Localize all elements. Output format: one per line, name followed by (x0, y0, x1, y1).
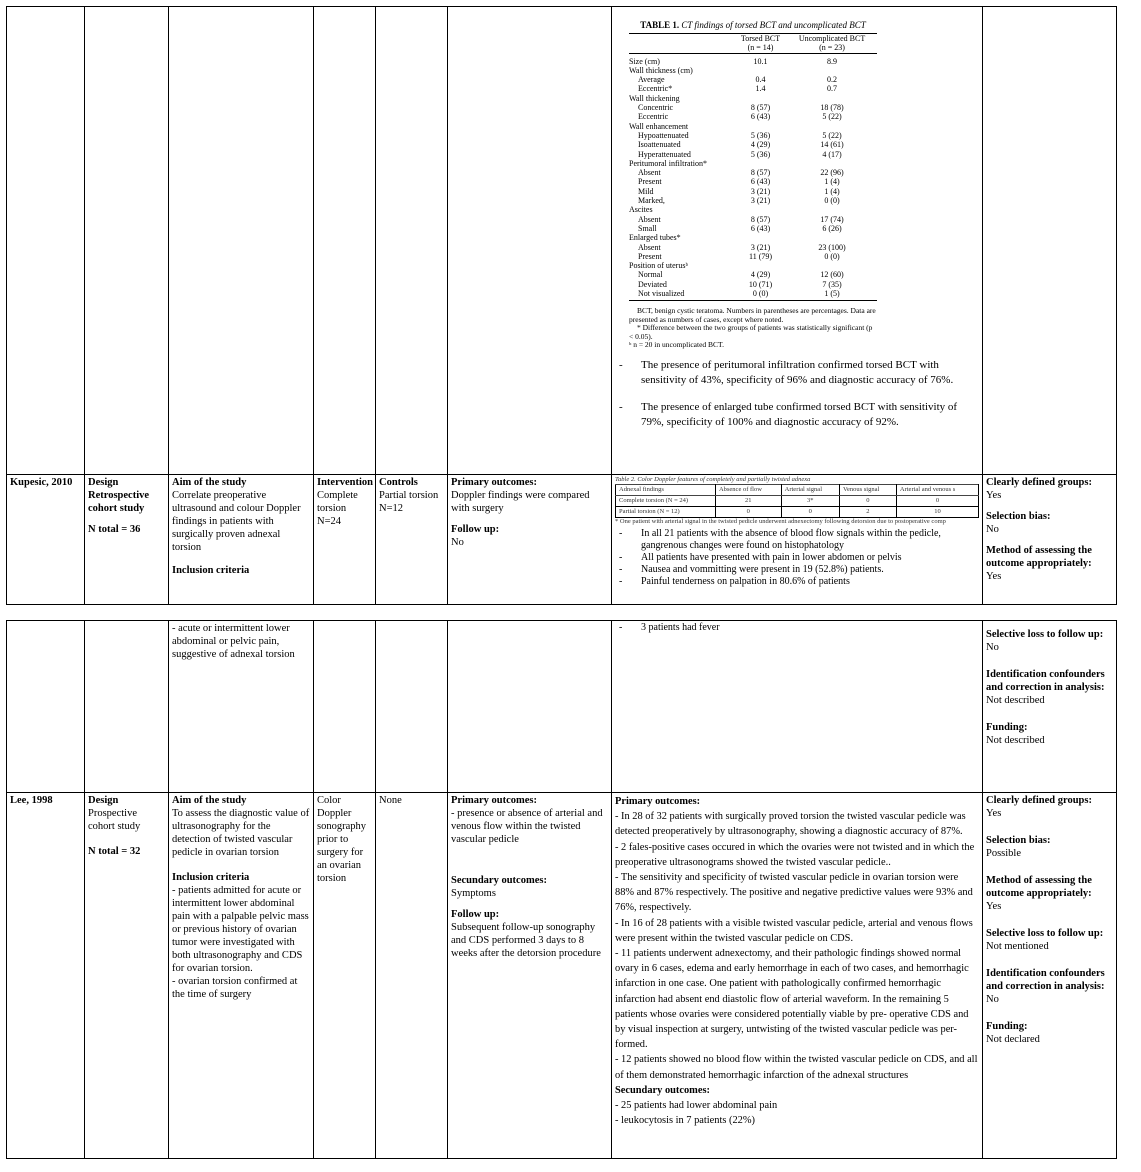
ct-table-body: Torsed BCT (n = 14) Uncomplicated BCT (n = 23) Size (cm) 10.1 8.9 Wall thickness (cm) Average 0.4 0.2 Eccentric* 1.4 0.7 Wall thickening Concentric 8 (57) 18 (78) Eccentric 6 (43) 5 (22) Wall enhancement Hypoattenuated 5 (36) 5 (22) Isoattenuated 4 (29) 14 (61) Hyperattenuated 5 (36) 4 (17) Peritumoral infiltration* Absent 8 (57) 22 (96) Present 6 (43) 1 (4) Mild 3 (21) 1 (4) Marked, 3 (21) 0 (0) Ascites Absent 8 (57) 17 (74) Small 6 (43) 6 (26) Enlarged tubes* Absent 3 (21) 23 (100) Present 11 (79) 0 (0) Position of uterusᵇ Normal 4 (29) 12 (60) Deviated 10 (71) 7 (35) Not visualized 0 (0) 1 (5) (629, 34, 877, 298)
results-cell (612, 621, 983, 793)
ct-table-row: Hypoattenuated 5 (36) 5 (22) (638, 130, 842, 140)
list-item: - All patients have presented with pain in lower abdomen or pelvis (615, 552, 979, 564)
intervention-cell: Intervention Complete torsion N=24 (314, 475, 376, 605)
evidence-table-1 (6, 6, 1117, 605)
ct-table-row: Concentric 8 (57) 18 (78) (638, 103, 844, 113)
table-row (7, 793, 1117, 1159)
ct-table-row: Ascites (629, 205, 653, 215)
empty-cell (169, 7, 314, 475)
list-item: - 11 patients underwent adnexectomy, and their pathologic findings showed normal ovary in 6 cases, edema and early hemorrhage in each of two cases, and hemorrhagic infarction in one case. One patient with pathologically confirmed hemorrhagic infarction had absent end diastolic flow of arterial waveform. In the remaining 5 patients whose ovaries were considered potentially viable by pre- operative CDS and by visual inspection at surgery, untwisting of the twisted vascular pedicle was per- formed. (615, 948, 969, 1051)
list-item: - leukocytosis in 7 patients (22%) (615, 1115, 755, 1127)
empty-cell (376, 7, 448, 475)
empty-cell (314, 7, 376, 475)
evidence-table-2 (6, 620, 1117, 1159)
inclusion-cell: - acute or intermittent lower abdominal or pelvic pain, suggestive of adnexal torsion (169, 621, 314, 793)
list-item: - Nausea and vommitting were present in 19 (52.8%) patients. (615, 564, 979, 576)
ct-table-row: Absent 8 (57) 22 (96) (638, 168, 844, 178)
ct-table-row: Mild 3 (21) 1 (4) (638, 186, 840, 196)
table-row (7, 7, 1117, 475)
list-item: - The presence of enlarged tube confirmed torsed BCT with sensitivity of 79%, specificity of 100% and diagnostic accuracy of 92%. (615, 400, 979, 430)
empty-cell (314, 621, 376, 793)
empty-cell (7, 621, 85, 793)
ct-table-row: Isoattenuated 4 (29) 14 (61) (638, 140, 844, 150)
empty-cell (448, 621, 612, 793)
design-cell: Design Retrospective cohort study N total = 36 (85, 475, 169, 605)
list-item: - 2 fales-positive cases occured in which the ovaries were not twisted and in which the preoperative ultrasonograms showed the twisted vascular pedicle.. (615, 841, 975, 868)
results-cell (612, 7, 983, 475)
result-list (615, 528, 979, 588)
empty-cell (448, 7, 612, 475)
outcomes-cell: Primary outcomes: - presence or absence of arterial and venous flow within the twisted vascular pedicle Secundary outcomes: Symptoms Follow up: Subsequent follow-up sonography and CDS performed 3 days to 8 weeks after the detorsion procedure (448, 793, 612, 1159)
ct-table-row: Absent 8 (57) 17 (74) (638, 214, 844, 224)
ct-table-row: Wall thickness (cm) (629, 65, 693, 75)
quality-cell: Clearly defined groups: Yes Selection bias: Possible Method of assessing the outcome appropriately: Yes Selective loss to follow up: Not mentioned Identification confounders and correction in analysis: No Funding: Not declared (983, 793, 1117, 1159)
ct-table-row: Peritumoral infiltration* (629, 158, 707, 168)
intervention-cell: Color Doppler sonography prior to surgery for an ovarian torsion (314, 793, 376, 1159)
ct-table-row: Eccentric* 1.4 0.7 (638, 84, 838, 94)
ct-table-row: Normal 4 (29) 12 (60) (638, 270, 844, 280)
empty-cell (85, 7, 169, 475)
list-item: - In 28 of 32 patients with surgically proved torsion the twisted vascular pedicle was detected preoperatively by ultrasonography, showing a diagnostic accuracy of 87%. (615, 811, 966, 838)
ct-table-row: Present 6 (43) 1 (4) (638, 177, 840, 187)
quality-cell: Clearly defined groups: Yes Selection bias: No Method of assessing the outcome appropriately: Yes (983, 475, 1117, 605)
list-item: - Painful tenderness on palpation in 80.6% of patients (615, 576, 979, 588)
doppler-table: Table 2. Color Doppler features of completely and partially twisted adnexa Adnexal findings Absence of flow Arterial signal Venous signal Arterial and venous s Complete torsion (N = 24) 21 3* 0 0 Partial torsion (N = 12) 0 0 2 10 * One patient with arterial signal in the twisted pedicle underwent adnexectomy following detorsion due to postoperative comp (615, 476, 979, 526)
result-list (615, 622, 979, 635)
results-cell: Primary outcomes: - In 28 of 32 patients with surgically proved torsion the twisted vascular pedicle was detected preoperatively by ultrasonography, showing a diagnostic accuracy of 87%. - 2 fales-positive cases occured in which the ovaries were not twisted and in which the preoperative ultrasonograms showed the twisted vascular pedicle.. - The sensitivity and specificity of twisted vascular pedicle in ovarian torsion were 88% and 87% respectively. The positive and negative predictive values were 93% and 76%, respectively. - In 16 of 28 patients with a visible twisted vascular pedicle, arterial and venous flows were present within the twisted vascular pedicle on CDS. - 11 patients underwent adnexectomy, and their pathologic findings showed normal ovary in 6 cases, edema and early hemorrhage in each of two cases, and hemorrhagic infarction in one case. One patient with pathologically confirmed hemorrhagic infarction had absent end diastolic flow of arterial waveform. In the remaining 5 patients whose ovaries were considered potentially viable by pre- operative CDS and by visual inspection at surgery, untwisting of the twisted vascular pedicle was per- formed. - 12 patients showed no blood flow within the twisted vascular pedicle on CDS, and all of them demonstrated hemorrhagic infarction of the adnexal structures Secundary outcomes: - 25 patients had lower abdominal pain - leukocytosis in 7 patients (22%) (612, 793, 983, 1159)
ct-table-row: Hyperattenuated 5 (36) 4 (17) (638, 149, 842, 159)
outcomes-cell: Primary outcomes: Doppler findings were compared with surgery Follow up: No (448, 475, 612, 605)
ct-findings-table (629, 20, 877, 350)
ct-table-row: Deviated 10 (71) 7 (35) (638, 279, 842, 289)
table-row (7, 475, 1117, 605)
ct-table-row: Wall enhancement (629, 121, 689, 131)
results-cell (612, 475, 983, 605)
ct-table-title: TABLE 1. CT findings of torsed BCT and uncomplicated BCT (640, 20, 866, 30)
aim-cell: Aim of the study Correlate preoperative ultrasound and colour Doppler findings in patients with surgically proven adnexal torsion Inclusion criteria (169, 475, 314, 605)
ct-table-row: Position of uterusᵇ (629, 261, 688, 271)
result-list (615, 358, 979, 430)
table-row (7, 621, 1117, 793)
quality-cell: Selective loss to follow up: No Identification confounders and correction in analysis: Not described Funding: Not described (983, 621, 1117, 793)
ct-table-notes: BCT, benign cystic teratoma. Numbers in parentheses are percentages. Data are presented as numbers of cases, except where noted. * Difference between the two groups of patients was statistically significant (p < 0.05). ᵇ n = 20 in uncomplicated BCT. (629, 306, 876, 350)
ct-table-row: Enlarged tubes* (629, 233, 681, 243)
empty-cell (85, 621, 169, 793)
controls-cell: None (376, 793, 448, 1159)
ct-table-row: Absent 3 (21) 23 (100) (638, 242, 846, 252)
ct-table-row: Eccentric 6 (43) 5 (22) (638, 112, 842, 122)
ct-table-row: Marked, 3 (21) 0 (0) (638, 196, 840, 206)
list-item: - The sensitivity and specificity of twisted vascular pedicle in ovarian torsion were 88% and 87% respectively. The positive and negative predictive values were 93% and 76%, respectively. (615, 872, 973, 914)
empty-cell (7, 7, 85, 475)
aim-cell: Aim of the study To assess the diagnostic value of ultrasonography for the detection of twisted vascular pedicle in ovarian torsion Inclusion criteria - patients admitted for acute or intermittent lower abdominal pain with a palpable pelvic mass or previous history of ovarian tumor were investigated with both ultrasonography and CDS for ovarian torsion. - ovarian torsion confirmed at the time of surgery (169, 793, 314, 1159)
ct-table-row: Wall thickening (629, 93, 680, 103)
list-item: - The presence of peritumoral infiltration confirmed torsed BCT with sensitivity of 43%, specificity of 96% and diagnostic accuracy of 76%. (615, 358, 979, 388)
list-item: - In 16 of 28 patients with a visible twisted vascular pedicle, arterial and venous flows were present within the twisted vascular pedicle on CDS. (615, 917, 973, 944)
empty-cell (983, 7, 1117, 475)
controls-cell: Controls Partial torsion N=12 (376, 475, 448, 605)
empty-cell (376, 621, 448, 793)
list-item: - 3 patients had fever (615, 622, 979, 635)
list-item: - 25 patients had lower abdominal pain (615, 1100, 778, 1112)
study-cell: Lee, 1998 (7, 793, 85, 1159)
design-cell: Design Prospective cohort study N total = 32 (85, 793, 169, 1159)
ct-table-row: Present 11 (79) 0 (0) (638, 251, 840, 261)
ct-table-row: Small 6 (43) 6 (26) (638, 223, 842, 233)
list-item: - In all 21 patients with the absence of blood flow signals within the pedicle, gangrenous changes were found on histophatology (615, 528, 979, 552)
ct-table-row: Not visualized 0 (0) 1 (5) (638, 289, 840, 299)
ct-table-row: Average 0.4 0.2 (638, 75, 838, 85)
list-item: - 12 patients showed no blood flow within the twisted vascular pedicle on CDS, and all of them demonstrated hemorrhagic infarction of the adnexal structures (615, 1054, 978, 1081)
study-cell: Kupesic, 2010 (7, 475, 85, 605)
ct-table-row: Size (cm) 10.1 8.9 (629, 56, 838, 66)
